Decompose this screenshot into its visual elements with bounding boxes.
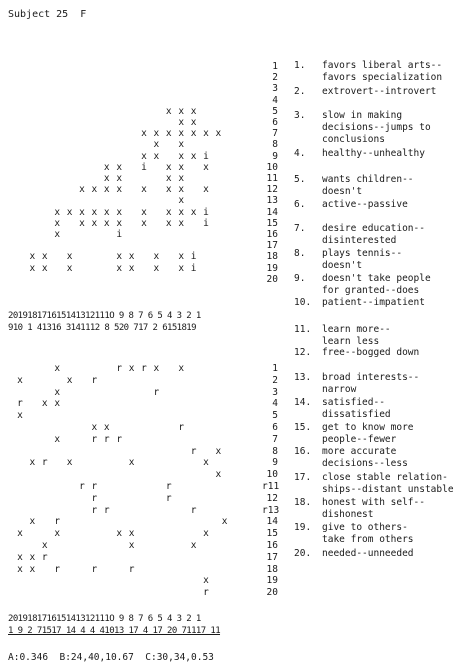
bottom-row-number: 15 (266, 528, 278, 540)
grid-mark: x (190, 540, 197, 551)
grid-mark: x (79, 217, 85, 229)
grid-mark: x (29, 563, 36, 575)
top-row-number: 1 (272, 61, 278, 72)
bottom-row-number: 7 (272, 433, 278, 445)
grid-mark: r (91, 481, 98, 492)
grid-mark: r (91, 374, 98, 386)
top-row-number: 2 (272, 72, 278, 84)
item-number: 5. (294, 174, 306, 185)
grid-mark: x (221, 516, 228, 528)
grid-mark: r (190, 445, 197, 457)
grid-mark: x (17, 410, 23, 422)
footer-stats: A:0.346 B:24,40,10.67 C:30,34,0.53 (8, 652, 214, 663)
top-row-number: 10 (266, 161, 278, 173)
grid-mark: x (178, 139, 185, 151)
item-description-line: patient--impatient (322, 297, 425, 308)
bottom-row-number: r11 (262, 481, 280, 492)
grid-mark: x (215, 128, 222, 140)
grid-mark: r (91, 504, 98, 516)
grid-mark: x (17, 528, 23, 540)
item-number: 18. (294, 497, 312, 508)
top-row-number: 5 (272, 105, 278, 117)
grid-mark: x (103, 184, 110, 196)
grid-mark: i (203, 217, 209, 229)
grid-mark: x (128, 528, 135, 540)
item-number: 20. (294, 548, 312, 559)
item-description-line: close stable relation- (322, 472, 448, 483)
grid-mark: x (203, 161, 209, 173)
item-number: 9. (294, 273, 306, 284)
grid-mark: x (178, 363, 185, 374)
grid-mark: x (165, 184, 172, 196)
grid-mark: x (141, 150, 147, 162)
grid-mark: r (41, 551, 48, 563)
item-number: 10. (294, 297, 312, 308)
item-description-line: for granted--does (322, 285, 420, 297)
item-description-line: broad interests-- (322, 372, 420, 383)
grid-mark: x (41, 540, 48, 551)
item-number: 2. (294, 86, 306, 97)
item-description-line: desire education-- (322, 223, 425, 234)
item-description-line: people--fewer (322, 434, 397, 446)
grid-mark: x (141, 217, 147, 229)
grid-mark: x (190, 206, 197, 218)
top-row-number: 12 (266, 184, 278, 196)
top-row-number: 17 (266, 240, 278, 252)
grid-mark: x (215, 445, 222, 457)
grid-mark: x (54, 433, 61, 445)
grid-mark: x (165, 128, 172, 140)
grid-mark: x (128, 540, 135, 551)
grid-mark: x (141, 206, 147, 218)
grid-mark: r (178, 422, 185, 433)
grid-mark: r (54, 563, 61, 575)
grid-mark: x (116, 206, 123, 218)
grid-mark: x (178, 117, 185, 128)
grid-mark: x (203, 128, 209, 140)
grid-mark: x (103, 173, 110, 184)
item-number: 1. (294, 60, 306, 71)
top-row-number: 8 (272, 139, 278, 151)
grid-mark: x (79, 206, 85, 218)
top-row-number: 19 (266, 262, 278, 274)
bottom-row-number: 20 (266, 587, 278, 599)
bottom-row-number: 8 (272, 445, 278, 457)
item-number: 19. (294, 522, 312, 533)
bottom-row-number: 2 (272, 374, 278, 386)
top-col-header-1: 201918171615141312111O 9 8 7 6 5 4 3 2 1 (8, 311, 201, 321)
grid-mark: x (153, 139, 160, 151)
grid-mark: x (54, 229, 61, 240)
item-description-line: narrow (322, 384, 357, 396)
grid-mark: x (178, 105, 185, 117)
item-number: 4. (294, 148, 306, 159)
grid-mark: x (91, 422, 98, 433)
grid-mark: x (153, 251, 160, 263)
grid-mark: r (165, 492, 172, 504)
bottom-row-number: 16 (266, 540, 278, 551)
item-description-line: doesn't take people (322, 273, 431, 284)
top-row-number: 20 (266, 273, 278, 285)
item-description-line: get to know more (322, 422, 414, 433)
grid-mark: i (190, 251, 197, 263)
grid-mark: x (128, 457, 135, 469)
item-description-line: disinterested (322, 235, 397, 247)
grid-mark: x (165, 105, 172, 117)
item-number: 3. (294, 110, 306, 121)
grid-mark: x (178, 128, 185, 140)
grid-mark: x (41, 262, 48, 274)
item-description-line: doesn't (322, 260, 363, 272)
top-row-number: 16 (266, 229, 278, 240)
grid-mark: x (178, 217, 185, 229)
grid-mark: x (178, 206, 185, 218)
bottom-row-number: 1 (272, 363, 278, 374)
grid-mark: r (153, 386, 160, 398)
item-description-line: dissatisfied (322, 409, 391, 421)
grid-mark: x (153, 128, 160, 140)
grid-mark: r (41, 457, 48, 469)
grid-mark: r (103, 433, 110, 445)
item-description-line: dishonest (322, 509, 374, 521)
grid-mark: x (190, 105, 197, 117)
top-row-number: 3 (272, 83, 278, 95)
grid-mark: x (153, 150, 160, 162)
grid-mark: x (54, 206, 61, 218)
grid-mark: x (79, 184, 85, 196)
grid-mark: x (178, 150, 185, 162)
grid-mark: x (41, 251, 48, 263)
grid-mark: x (203, 528, 209, 540)
grid-mark: x (128, 262, 135, 274)
grid-mark: x (153, 262, 160, 274)
top-row-number: 13 (266, 195, 278, 207)
grid-mark: x (178, 184, 185, 196)
top-row-number: 6 (272, 117, 278, 128)
grid-mark: x (66, 262, 73, 274)
grid-mark: x (54, 528, 61, 540)
grid-mark: x (116, 251, 123, 263)
grid-mark: r (116, 363, 123, 374)
item-number: 13. (294, 372, 312, 383)
grid-mark: x (66, 374, 73, 386)
bottom-row-number: 14 (266, 516, 278, 528)
grid-mark: x (153, 363, 160, 374)
grid-mark: x (66, 251, 73, 263)
item-number: 8. (294, 248, 306, 259)
item-description-line: favors specialization (322, 72, 443, 84)
item-number: 16. (294, 446, 312, 457)
grid-mark: x (103, 217, 110, 229)
grid-mark: x (116, 161, 123, 173)
item-description-line: honest with self-- (322, 497, 425, 508)
grid-mark: x (203, 575, 209, 587)
grid-mark: i (116, 229, 123, 240)
grid-mark: x (178, 173, 185, 184)
item-number: 11. (294, 324, 312, 335)
grid-mark: x (178, 195, 185, 207)
item-description-line: ships--distant unstable (322, 484, 454, 496)
grid-mark: x (66, 457, 73, 469)
grid-mark: x (116, 184, 123, 196)
bottom-row-number: r13 (262, 504, 280, 516)
grid-mark: r (103, 504, 110, 516)
grid-mark: x (91, 184, 98, 196)
grid-mark: x (103, 422, 110, 433)
top-col-header-2: 910 1 41316 3141112 8 520 717 2 6151819 (8, 323, 196, 333)
bottom-row-number: 5 (272, 410, 278, 422)
top-row-number: 18 (266, 251, 278, 263)
grid-mark: x (141, 128, 147, 140)
grid-mark: x (29, 516, 36, 528)
grid-mark: x (66, 206, 73, 218)
grid-mark: x (178, 262, 185, 274)
bottom-row-number: 10 (266, 469, 278, 481)
grid-mark: x (203, 184, 209, 196)
grid-mark: x (178, 251, 185, 263)
grid-mark: x (29, 251, 36, 263)
item-description-line: decisions--less (322, 458, 408, 470)
grid-mark: x (116, 262, 123, 274)
item-description-line: extrovert--introvert (322, 86, 437, 97)
grid-mark: x (17, 374, 23, 386)
bottom-row-number: 12 (266, 492, 278, 504)
grid-mark: r (116, 433, 123, 445)
grid-mark: r (54, 516, 61, 528)
bottom-row-number: 4 (272, 398, 278, 410)
grid-mark: r (17, 398, 23, 410)
item-description-line: free--bogged down (322, 347, 420, 358)
bottom-row-number: 19 (266, 575, 278, 587)
grid-mark: r (190, 504, 197, 516)
grid-mark: x (215, 469, 222, 481)
grid-mark: x (116, 528, 123, 540)
item-description-line: slow in making (322, 110, 403, 121)
grid-mark: r (79, 481, 85, 492)
bottom-row-number: 6 (272, 422, 278, 433)
item-description-line: active--passive (322, 199, 408, 210)
grid-mark: i (141, 161, 147, 173)
grid-mark: x (116, 217, 123, 229)
top-row-number: 15 (266, 217, 278, 229)
grid-mark: x (128, 251, 135, 263)
item-description-line: decisions--jumps to (322, 122, 431, 134)
grid-mark: r (91, 433, 98, 445)
item-number: 6. (294, 199, 306, 210)
grid-mark: x (91, 217, 98, 229)
grid-mark: x (190, 117, 197, 128)
item-description-line: learn less (322, 336, 380, 348)
grid-mark: x (54, 386, 61, 398)
grid-mark: x (165, 173, 172, 184)
grid-mark: r (203, 587, 209, 599)
grid-mark: i (203, 206, 209, 218)
item-description-line: doesn't (322, 186, 363, 198)
bottom-row-number: 9 (272, 457, 278, 469)
grid-mark: x (29, 551, 36, 563)
grid-mark: x (103, 206, 110, 218)
grid-mark: x (190, 128, 197, 140)
grid-mark: x (91, 206, 98, 218)
item-number: 7. (294, 223, 306, 234)
grid-mark: r (91, 563, 98, 575)
grid-mark: x (54, 398, 61, 410)
item-description-line: wants children-- (322, 174, 414, 185)
grid-mark: x (116, 173, 123, 184)
top-row-number: 9 (272, 150, 278, 162)
grid-mark: x (128, 363, 135, 374)
top-row-number: 7 (272, 128, 278, 140)
item-description-line: plays tennis-- (322, 248, 403, 259)
item-description-line: conclusions (322, 134, 385, 146)
item-number: 12. (294, 347, 312, 358)
subject-header: Subject 25 F (8, 9, 87, 20)
grid-mark: x (103, 161, 110, 173)
item-description-line: give to others- (322, 522, 408, 533)
grid-mark: x (41, 398, 48, 410)
grid-mark: i (190, 262, 197, 274)
grid-mark: x (54, 363, 61, 374)
item-description-line: learn more-- (322, 324, 391, 335)
item-description-line: needed--unneeded (322, 548, 414, 559)
item-description-line: take from others (322, 534, 414, 546)
top-row-number: 4 (272, 94, 278, 106)
top-row-number: 14 (266, 206, 278, 218)
item-number: 15. (294, 422, 312, 433)
grid-mark: x (165, 206, 172, 218)
grid-mark: x (54, 217, 61, 229)
grid-mark: r (128, 563, 135, 575)
grid-mark: i (203, 150, 209, 162)
grid-mark: x (178, 161, 185, 173)
bottom-row-number: 18 (266, 563, 278, 575)
grid-mark: x (29, 262, 36, 274)
grid-mark: x (190, 150, 197, 162)
item-description-line: more accurate (322, 446, 397, 457)
grid-mark: x (165, 217, 172, 229)
bottom-row-number: 17 (266, 551, 278, 563)
grid-mark: x (17, 563, 23, 575)
grid-mark: r (91, 492, 98, 504)
item-description-line: favors liberal arts-- (322, 60, 443, 71)
bottom-col-header-1: 201918171615141312111O 9 8 7 6 5 4 3 2 1 (8, 614, 201, 624)
grid-mark: x (165, 161, 172, 173)
grid-mark: x (17, 551, 23, 563)
item-description-line: satisfied-- (322, 397, 385, 408)
top-row-number: 11 (266, 173, 278, 184)
grid-mark: r (165, 481, 172, 492)
item-number: 14. (294, 397, 312, 408)
grid-mark: x (141, 184, 147, 196)
grid-mark: x (29, 457, 36, 469)
item-number: 17. (294, 472, 312, 483)
grid-mark: r (141, 363, 147, 374)
bottom-col-header-2: 1 9 2 71517 14 4 4 41013 17 4 17 20 71117 11 (8, 626, 221, 636)
bottom-row-number: 3 (272, 386, 278, 398)
item-description-line: healthy--unhealthy (322, 148, 425, 159)
grid-mark: x (203, 457, 209, 469)
